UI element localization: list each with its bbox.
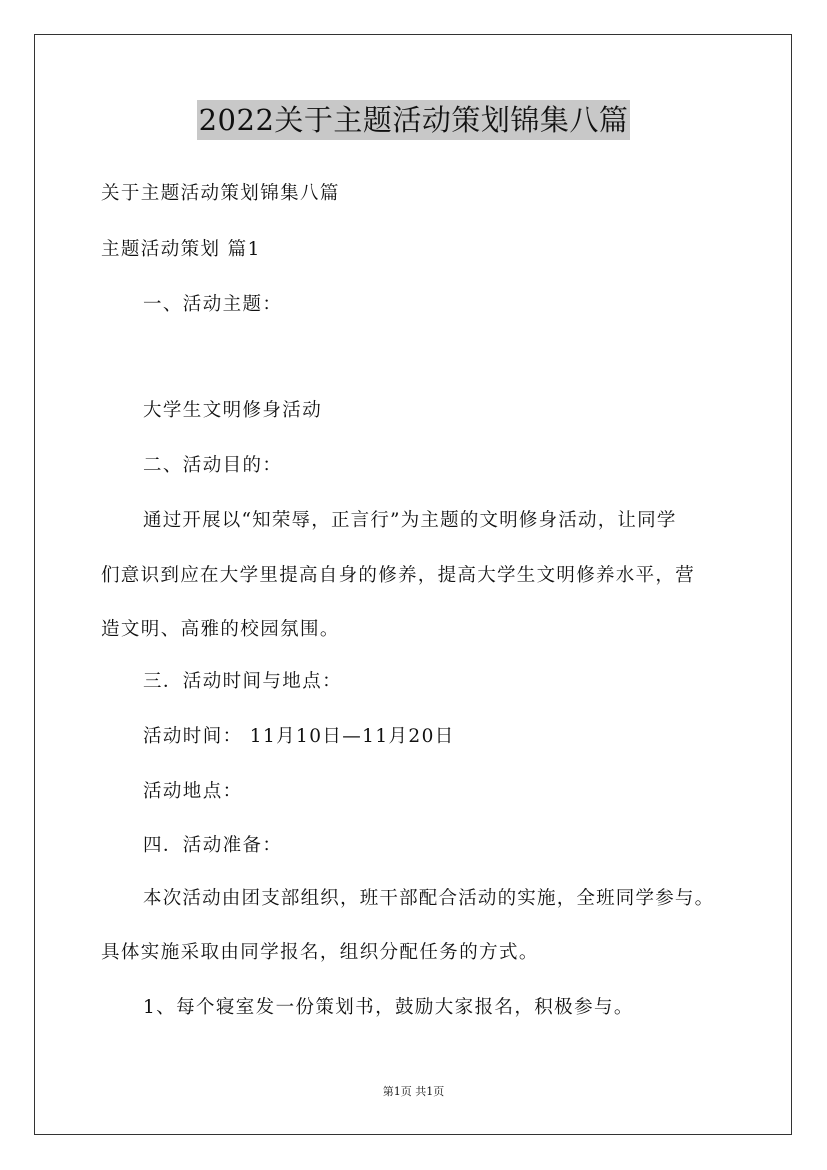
paragraph-line: 活动地点： <box>143 781 243 802</box>
paragraph-line: 一、活动主题： <box>143 294 283 315</box>
paragraph-line: 本次活动由团支部组织，班干部配合活动的实施，全班同学参与。 <box>143 888 715 909</box>
section-heading: 主题活动策划 篇1 <box>101 239 261 260</box>
subtitle-line: 关于主题活动策划锦集八篇 <box>101 183 340 204</box>
paragraph-line: 活动时间： 11月10日—11月20日 <box>143 726 455 747</box>
paragraph-line: 造文明、高雅的校园氛围。 <box>101 619 340 640</box>
paragraph-line: 1、每个寝室发一份策划书，鼓励大家报名，积极参与。 <box>143 997 634 1018</box>
title-container <box>0 100 827 140</box>
paragraph-line: 通过开展以“知荣辱，正言行”为主题的文明修身活动，让同学 <box>143 510 677 531</box>
paragraph-line: 大学生文明修身活动 <box>143 400 323 421</box>
paragraph-line: 二、活动目的： <box>143 455 283 476</box>
paragraph-line: 们意识到应在大学里提高自身的修养，提高大学生文明修养水平，营 <box>101 565 696 586</box>
paragraph-line: 三．活动时间与地点： <box>143 671 343 692</box>
paragraph-line: 四．活动准备： <box>143 835 283 856</box>
page-footer: 第1页 共1页 <box>382 1085 445 1098</box>
document-title: 2022关于主题活动策划锦集八篇 <box>197 100 631 140</box>
paragraph-line: 具体实施采取由同学报名，组织分配任务的方式。 <box>101 942 539 963</box>
